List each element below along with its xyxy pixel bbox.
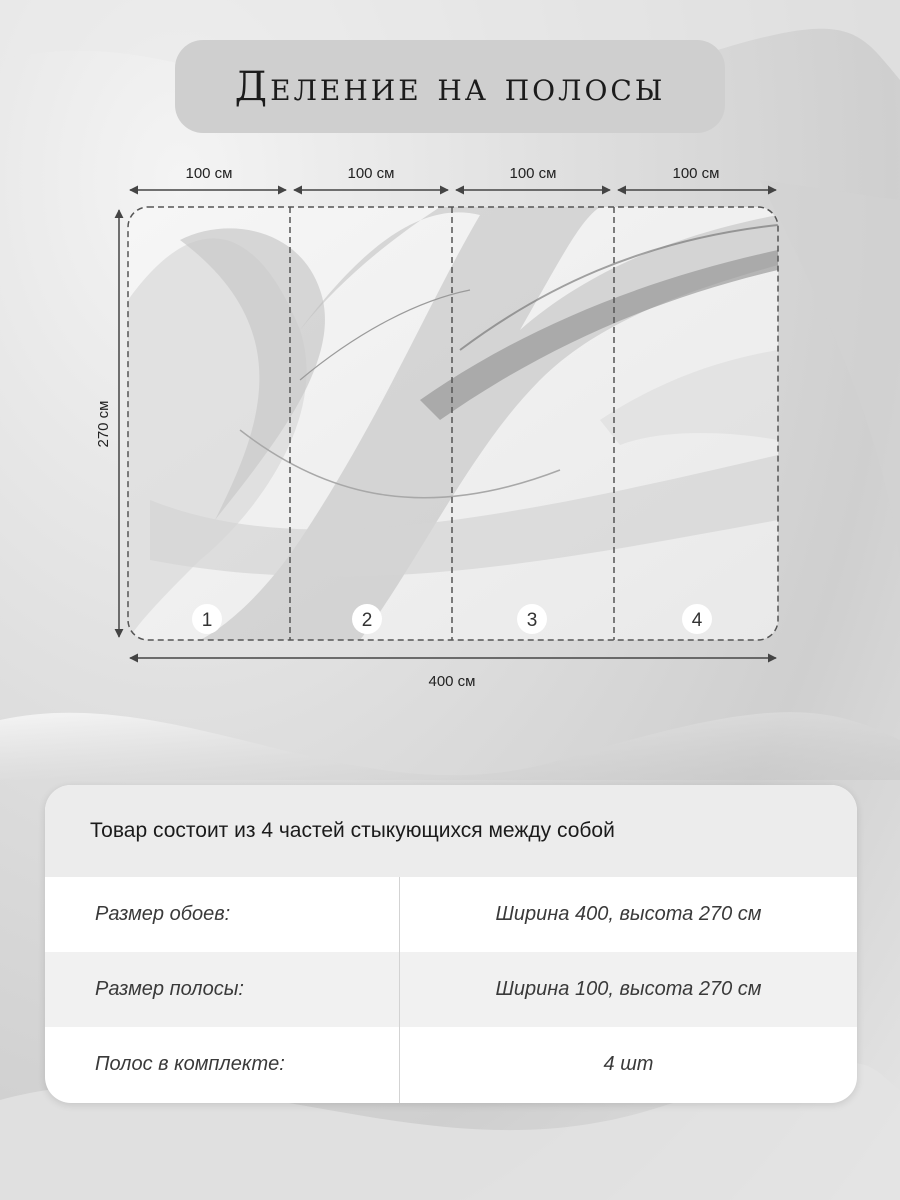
- page-title: Деление на полосы: [234, 63, 666, 110]
- segment-width-label-1: 100 см: [185, 165, 233, 182]
- info-row: [45, 1027, 857, 1102]
- panel-number-3: 3: [526, 610, 538, 631]
- height-label: 270 см: [95, 400, 112, 448]
- info-row-value: 4 шт: [603, 1053, 654, 1075]
- info-row: [45, 952, 857, 1027]
- info-row-label: Размер полосы:: [95, 978, 244, 1000]
- panel-number-1: 1: [201, 610, 213, 631]
- info-heading: Товар состоит из 4 частей стыкующихся между собой: [45, 785, 857, 877]
- info-row-label: Полос в комплекте:: [95, 1053, 285, 1075]
- wallpaper-image: [128, 207, 778, 640]
- segment-width-label-3: 100 см: [509, 165, 557, 182]
- panel-number-4: 4: [691, 610, 703, 631]
- segment-width-label-4: 100 см: [672, 165, 720, 182]
- info-row: [45, 877, 857, 952]
- info-row-value: Ширина 100, высота 270 см: [495, 978, 762, 1000]
- info-row-label: Размер обоев:: [95, 903, 231, 925]
- info-card: [45, 785, 857, 1103]
- info-row-value: Ширина 400, высота 270 см: [495, 903, 762, 925]
- column-divider: [399, 877, 400, 1103]
- segment-width-label-2: 100 см: [347, 165, 395, 182]
- panel-number-2: 2: [361, 610, 373, 631]
- total-width-label: 400 см: [428, 673, 476, 690]
